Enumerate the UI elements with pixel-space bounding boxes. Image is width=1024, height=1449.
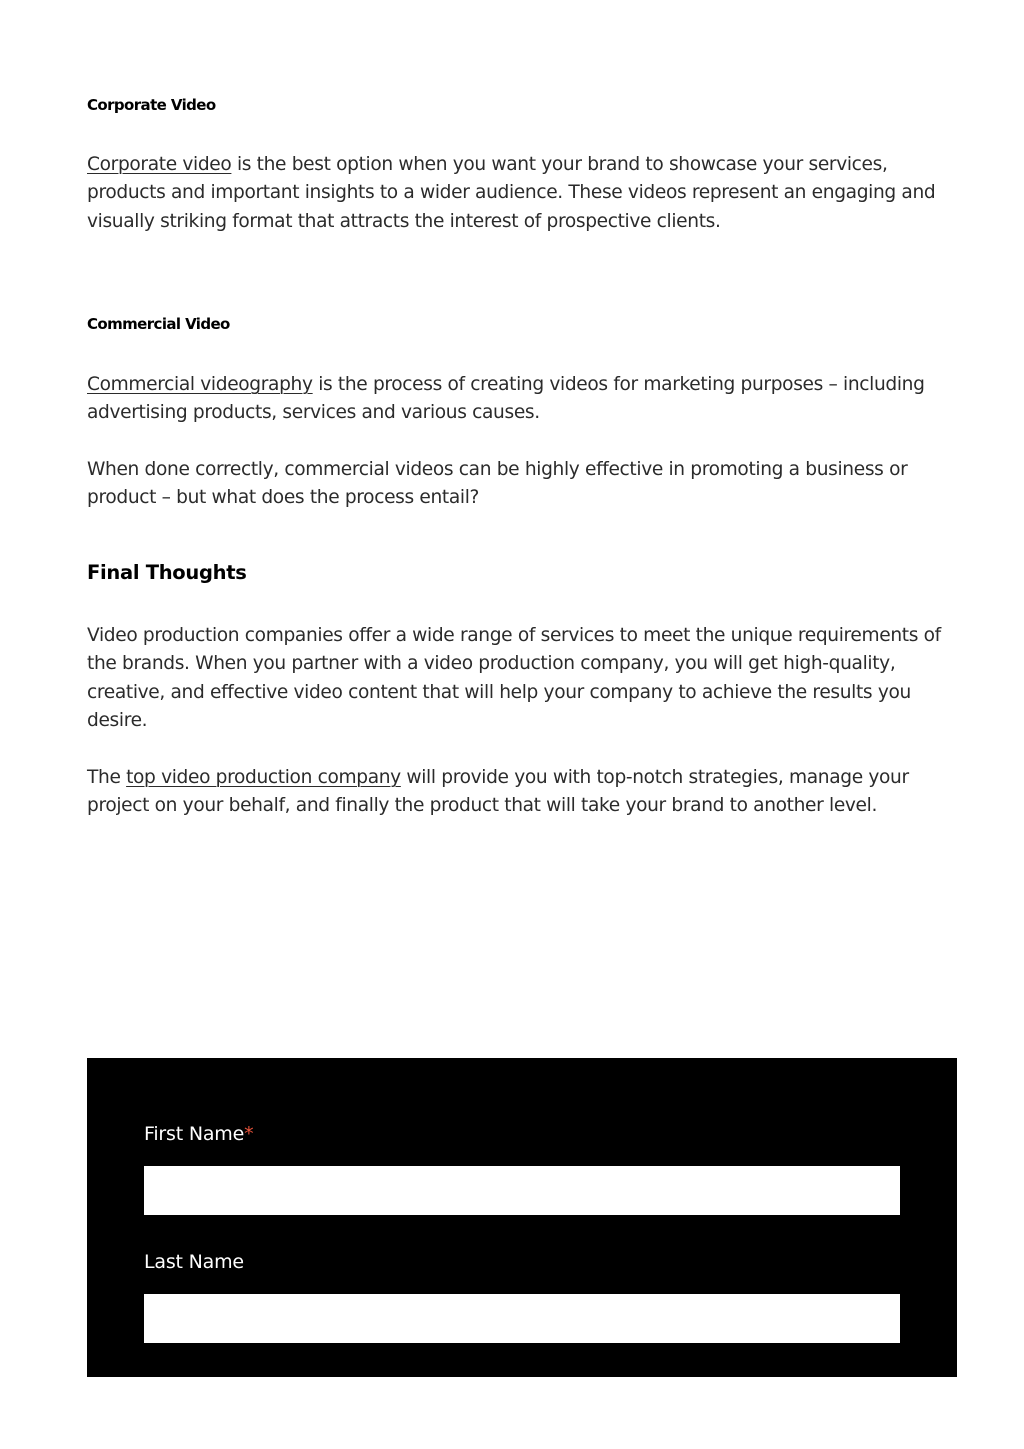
- final-thoughts-suffix: will provide you with top-notch strategies, manage your project on your behalf, and finally the product that will take your brand to another level.: [87, 767, 909, 817]
- corporate-video-paragraph: [87, 151, 963, 236]
- first-name-label-text: First Name: [144, 1123, 245, 1145]
- final-thoughts-prefix: The: [87, 767, 127, 788]
- commercial-videography-link[interactable]: Commercial videography: [87, 374, 313, 395]
- final-thoughts-heading: Final Thoughts: [87, 561, 247, 584]
- top-video-production-company-link[interactable]: top video production company: [126, 767, 401, 788]
- contact-form: [87, 1058, 957, 1377]
- corporate-video-heading: Corporate Video: [87, 96, 216, 114]
- commercial-video-paragraph: [87, 371, 963, 428]
- final-thoughts-paragraph: Video production companies offer a wide range of services to meet the unique requirements of the brands. When you partner with a video production company, you will get high-quality, creative, and effective video content that will help your company to achieve the results you desire.: [87, 625, 941, 731]
- commercial-video-text: is the process of creating videos for marketing purposes – including advertising products, services and various causes.: [87, 374, 925, 424]
- first-name-input[interactable]: [144, 1166, 900, 1215]
- commercial-video-heading: Commercial Video: [87, 315, 230, 333]
- final-thoughts-paragraph-2: [87, 764, 963, 821]
- commercial-video-paragraph-2: When done correctly, commercial videos can be highly effective in promoting a business or product – but what does the process entail?: [87, 459, 908, 509]
- corporate-video-link[interactable]: Corporate video: [87, 154, 232, 175]
- corporate-video-text: is the best option when you want your brand to showcase your services, products and important insights to a wider audience. These videos represent an engaging and visually striking format that attracts the interest of prospective clients.: [87, 154, 936, 232]
- last-name-label: Last Name: [144, 1251, 244, 1273]
- last-name-input[interactable]: [144, 1294, 900, 1343]
- required-asterisk: *: [244, 1123, 254, 1145]
- first-name-label: [144, 1123, 253, 1145]
